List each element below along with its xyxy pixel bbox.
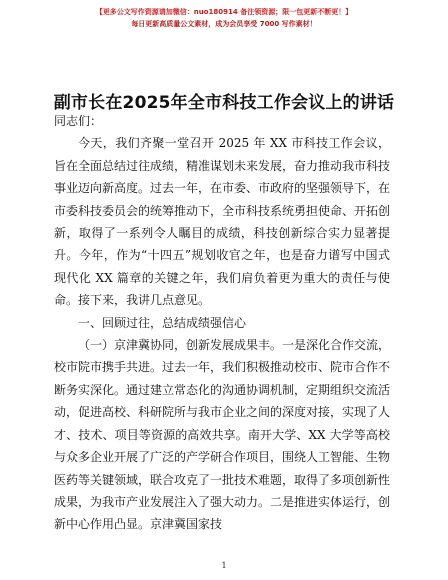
section-heading: 一、回顾过往，总结成绩强信心: [78, 315, 247, 330]
promo-line-1: 【更多公文写作资源请加微信：nuo180914 备注领资源；限一包更新不断更！】: [95, 8, 353, 16]
promo-banner: [0, 6, 448, 30]
section-paragraph: （一）京津冀协同，创新发展成果丰。一是深化合作交流，校市院市携手共进。过去一年，我们积极推动校市、院市合作不断务实深化。通过建立常态化的沟通协调机制，定期组织交流活动，促进高校、科研院所与我市企业之间的深度对接，实现了人才、技术、项目等资源的高效共享。南开大学、XX 大学等高校与众多企业开展了广泛的产学研合作项目，围绕人工智能、生物医药等关键领域，联合攻克了一批技术难题，取得了多项创新性成果，为我市产业发展注入了强大动力。二是推进实体运行，创新中心作用凸显。京津冀国家技: [54, 338, 391, 532]
page-number: 1: [221, 561, 227, 570]
document-body: [54, 110, 390, 536]
document-title: 副市长在2025年全市科技工作会议上的讲话: [53, 93, 395, 113]
intro-paragraph: 今天，我们齐聚一堂召开 2025 年 XX 市科技工作会议，旨在全面总结过往成绩，精准谋划未来发展，奋力推动我市科技事业迈向新高度。过去一年，在市委、市政府的坚强领导下，在市委科技委员会的统筹推动下，全市科技系统勇担使命、开拓创新，取得了一系列令人瞩目的成绩，科技创新综合实力显著提升。今年，作为“十四五”规划收官之年，也是奋力谱写中国式现代化 XX 篇章的关键之年，我们肩负着更为重大的责任与使命。接下来，我讲几点意见。: [54, 136, 391, 308]
promo-line-2: 每日更新高质量公文素材，成为会员享受 7000 写作素材！: [131, 20, 317, 28]
greeting: 同志们：: [54, 114, 103, 128]
